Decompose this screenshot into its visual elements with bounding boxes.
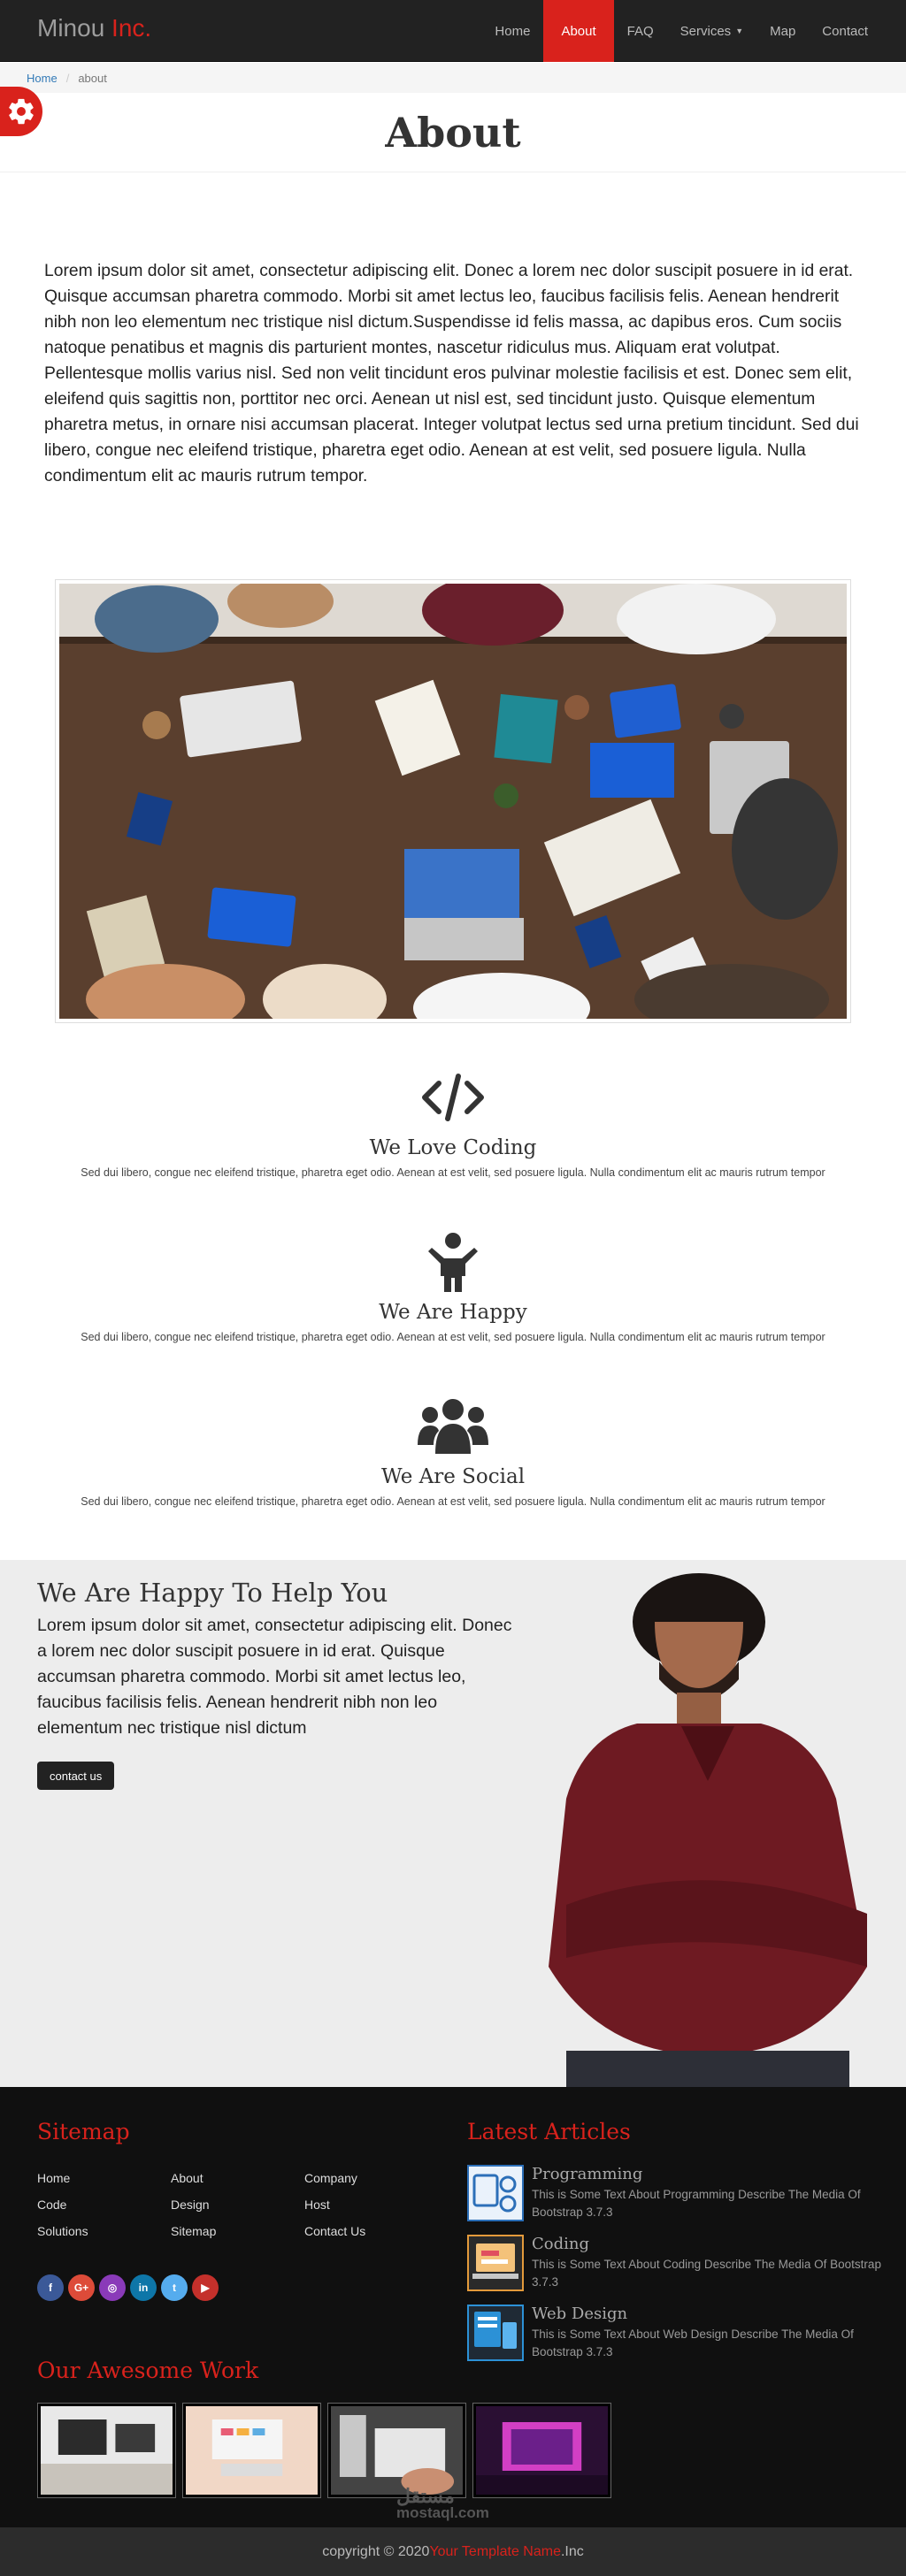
breadcrumb-home[interactable]: Home — [27, 71, 58, 85]
copyright-suffix: .Inc — [560, 2543, 584, 2559]
main-nav — [481, 0, 881, 62]
sitemap-link-contact-us[interactable]: Contact Us — [304, 2224, 366, 2238]
programming-thumbnail — [467, 2165, 524, 2221]
hero-image-frame — [55, 579, 851, 1023]
feature-coding — [35, 1066, 871, 1181]
brand-name: Minou — [37, 14, 105, 42]
nav-map[interactable]: Map — [770, 23, 796, 39]
latest-articles-title: Latest Articles — [467, 2119, 631, 2144]
breadcrumb-separator: / — [65, 71, 70, 85]
help-title: We Are Happy To Help You — [37, 1578, 388, 1608]
sitemap-link-about[interactable]: About — [171, 2171, 203, 2185]
twitter-icon[interactable]: t — [161, 2274, 188, 2301]
help-section — [0, 1560, 906, 2087]
web-design-thumbnail — [467, 2305, 524, 2361]
code-icon — [419, 1073, 487, 1122]
team-meeting-photo — [59, 584, 847, 1019]
coding-thumbnail — [467, 2235, 524, 2291]
copyright-bar — [0, 2527, 906, 2576]
sitemap-link-design[interactable]: Design — [171, 2198, 210, 2212]
nav-services-label: Services — [680, 23, 732, 39]
gear-icon — [6, 96, 36, 126]
sitemap-link-solutions[interactable]: Solutions — [37, 2224, 88, 2238]
design-desk-image — [186, 2406, 318, 2495]
sitemap-link-host[interactable]: Host — [304, 2198, 330, 2212]
article-web-design[interactable] — [467, 2305, 892, 2366]
google-plus-icon[interactable]: G+ — [68, 2274, 95, 2301]
feature-title: We Love Coding — [369, 1136, 537, 1159]
article-programming[interactable] — [467, 2165, 892, 2227]
navbar — [0, 0, 906, 62]
watermark-latin: mostaql.com — [396, 2504, 489, 2521]
work-item-4[interactable] — [472, 2403, 611, 2498]
article-title: Web Design — [532, 2305, 628, 2323]
hands-tablet-image — [331, 2406, 463, 2495]
feature-text: Sed dui libero, congue nec eleifend tristique, pharetra eget odio. Aenean at est velit, sed posuere ligula. Nulla condimentum elit ac mauris rutrum tempor — [81, 1495, 825, 1508]
nav-about[interactable]: About — [543, 0, 613, 62]
nav-faq[interactable]: FAQ — [626, 23, 654, 39]
article-text: This is Some Text About Coding Describe The Media Of Bootstrap 3.7.3 — [532, 2258, 881, 2289]
feature-title: We Are Happy — [379, 1301, 527, 1324]
nav-contact[interactable]: Contact — [822, 23, 868, 39]
feature-happy — [35, 1230, 871, 1346]
copyright-prefix: copyright © 2020 — [322, 2543, 430, 2559]
contact-us-button[interactable]: contact us — [37, 1762, 114, 1790]
article-text: This is Some Text About Programming Describe The Media Of Bootstrap 3.7.3 — [532, 2188, 861, 2219]
help-text: Lorem ipsum dolor sit amet, consectetur adipiscing elit. Donec a lorem nec dolor suscipit posuere in id erat. Quisque accumsan pharetra commodo. Morbi sit amet lectus leo, faucibus facilisis felis. Aenean hendrerit nibh non leo elementum nec tristique nisl dictum — [37, 1616, 512, 1738]
youtube-icon[interactable]: ▶ — [192, 2274, 219, 2301]
caret-down-icon: ▼ — [735, 27, 744, 35]
page-title: About — [385, 109, 521, 157]
social-links — [37, 2274, 219, 2301]
article-title: Coding — [532, 2235, 590, 2253]
feature-social — [35, 1395, 871, 1510]
article-title: Programming — [532, 2165, 643, 2183]
sitemap-link-sitemap[interactable]: Sitemap — [171, 2224, 217, 2238]
man-portrait-image — [531, 1560, 885, 2087]
sitemap-link-code[interactable]: Code — [37, 2198, 67, 2212]
users-icon — [418, 1395, 488, 1457]
nav-home[interactable]: Home — [495, 23, 531, 39]
sitemap-link-company[interactable]: Company — [304, 2171, 357, 2185]
work-item-2[interactable] — [182, 2403, 321, 2498]
neon-setup-image — [476, 2406, 608, 2495]
work-item-3[interactable] — [327, 2403, 466, 2498]
article-coding[interactable] — [467, 2235, 892, 2297]
child-icon — [428, 1232, 478, 1292]
workspace-monitor-image — [41, 2406, 173, 2495]
watermark-arabic: مستقل — [396, 2485, 455, 2507]
nav-services-dropdown[interactable] — [667, 0, 756, 62]
feature-text: Sed dui libero, congue nec eleifend tristique, pharetra eget odio. Aenean at est velit, sed posuere ligula. Nulla condimentum elit ac mauris rutrum tempor — [81, 1331, 825, 1343]
breadcrumb-current: about — [78, 71, 107, 85]
facebook-icon[interactable]: f — [37, 2274, 64, 2301]
brand-accent: Inc. — [111, 14, 152, 42]
page-title-band — [0, 93, 906, 172]
sitemap-title: Sitemap — [37, 2119, 130, 2144]
brand-logo[interactable] — [37, 14, 151, 42]
linkedin-icon[interactable]: in — [130, 2274, 157, 2301]
instagram-icon[interactable]: ◎ — [99, 2274, 126, 2301]
intro-paragraph: Lorem ipsum dolor sit amet, consectetur adipiscing elit. Donec a lorem nec dolor suscipit posuere in id erat. Quisque accumsan pharetra commodo. Morbi sit amet lectus leo, faucibus facilisis felis. Aenean hendrerit nibh non leo elementum nec tristique nisl dictum.Suspendisse id felis massa, ac dapibus eros. Cum sociis natoque penatibus et magnis dis parturient montes, nascetur ridiculus mus. Aliquam erat volutpat. Pellentesque mollis varius nisl. Sed non velit tincidunt eros pulvinar molestie facilisis et est. Donec sem elit, eleifend quis sagittis non, porttitor nec orci. Aenean ut nisl est, sed tincidunt justo. Quisque elementum pharetra metus, in ornare nisi accumsan placerat. Integer volutpat lectus sed urna pretium tincidunt. Sed dui libero, congue nec eleifend tristique, pharetra eget odio. Aenean at est velit, sed posuere ligula. Nulla condimentum elit ac mauris rutrum tempor. — [44, 262, 859, 485]
template-name-link[interactable]: Your Template Name — [429, 2543, 561, 2559]
feature-text: Sed dui libero, congue nec eleifend tristique, pharetra eget odio. Aenean at est velit, sed posuere ligula. Nulla condimentum elit ac mauris rutrum tempor — [81, 1166, 825, 1179]
breadcrumb — [0, 63, 906, 93]
sitemap-link-home[interactable]: Home — [37, 2171, 71, 2185]
feature-title: We Are Social — [380, 1465, 526, 1488]
article-text: This is Some Text About Web Design Describe The Media Of Bootstrap 3.7.3 — [532, 2328, 854, 2358]
work-item-1[interactable] — [37, 2403, 176, 2498]
our-work-title: Our Awesome Work — [37, 2358, 259, 2383]
